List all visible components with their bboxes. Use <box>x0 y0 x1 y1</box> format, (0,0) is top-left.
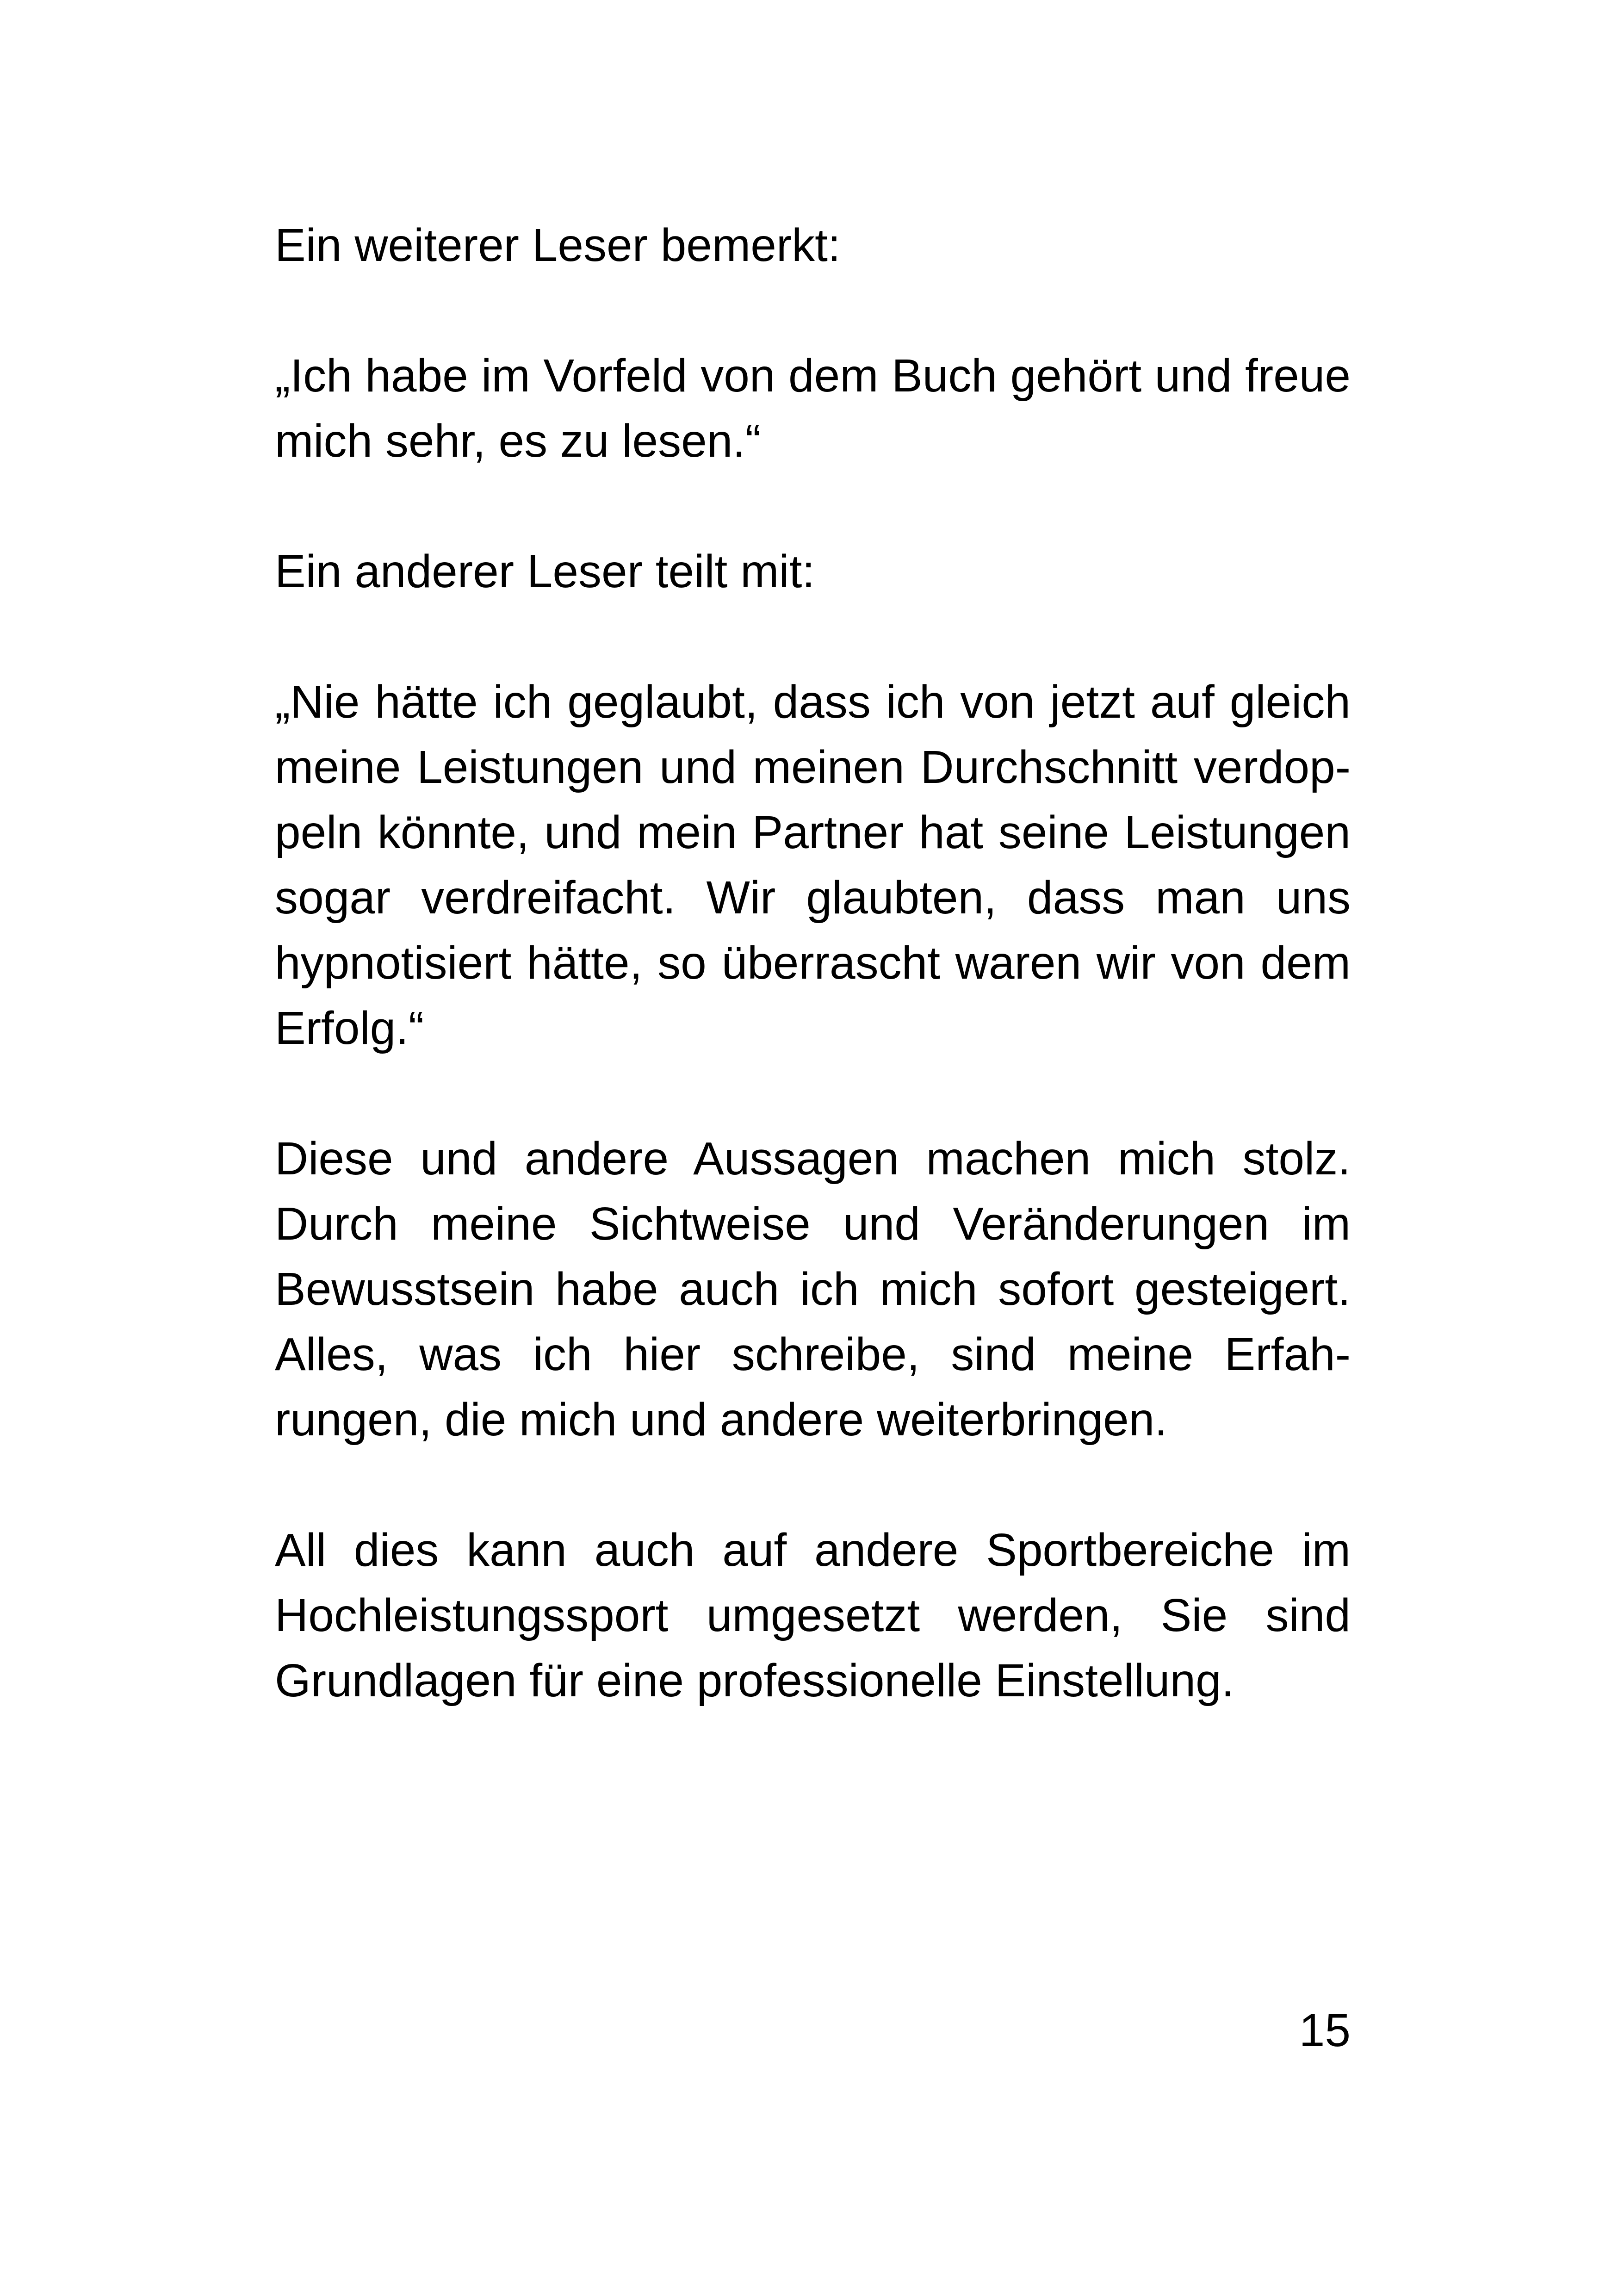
paragraph-quote-reader-1: „Ich habe im Vorfeld von dem Buch gehört und freue mich sehr, es zu lesen.“ <box>275 350 1351 467</box>
paragraph-intro-reader-1: Ein weiterer Leser bemerkt: <box>275 219 841 271</box>
paragraph-conclusion: All dies kann auch auf andere Sportbereiche im Hochleistungssport umgesetzt werden, Sie sind Grundlagen für eine professionelle Einstellung. <box>275 1524 1351 1706</box>
paragraph-author-statement: Diese und andere Aussagen machen mich stolz. Durch meine Sichtweise und Veränderungen im Bewusstsein habe auch ich mich sofort gesteigert. Alles, was ich hier schreibe, sind meine Erfahrungen, die mich und andere weiterbringen. <box>275 1133 1351 1446</box>
paragraph-intro-reader-2: Ein anderer Leser teilt mit: <box>275 546 815 597</box>
body-text <box>275 213 1351 1779</box>
page-number: 15 <box>1299 2004 1351 2056</box>
paragraph-quote-reader-2: „Nie hätte ich geglaubt, dass ich von jetzt auf gleich meine Leistungen und meinen Durchschnitt verdoppeln könnte, und mein Partner hat seine Leistungen sogar verdreifacht. Wir glaubten, dass man uns hypnotisiert hätte, so überrascht waren wir von dem Erfolg.“ <box>275 676 1351 1054</box>
